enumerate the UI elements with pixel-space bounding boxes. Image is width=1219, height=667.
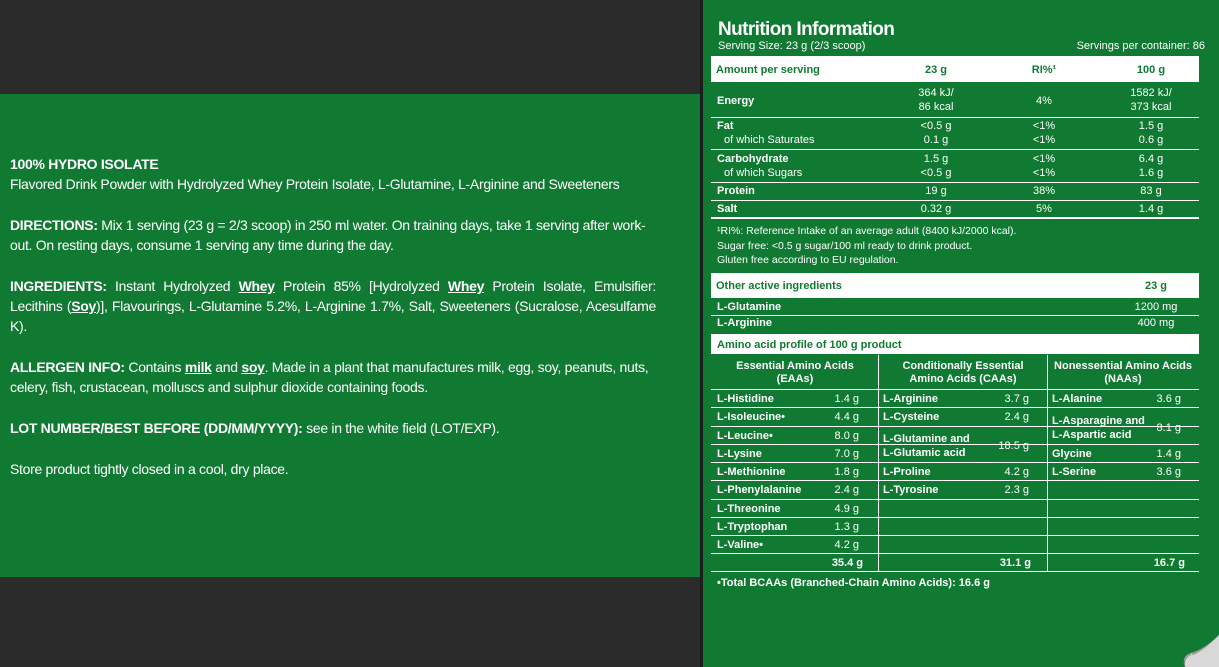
ingredient-name: L-Glutamine	[717, 301, 782, 313]
eaa-value: 4.9 g	[834, 503, 859, 515]
row-label: Protein	[717, 185, 755, 197]
row-value: 364 kJ/	[918, 87, 954, 99]
naa-name: L-Alanine	[1052, 393, 1103, 405]
naa-value: 1.4 g	[1156, 448, 1181, 460]
row-value: 1.5 g	[1138, 120, 1164, 132]
ingredient-value: 1200 mg	[1134, 301, 1178, 313]
nutrition-notes	[717, 224, 1016, 268]
row-divider	[711, 407, 1199, 408]
eaa-header-line: (EAAs)	[776, 373, 814, 385]
row-value: 373 kcal	[1130, 101, 1172, 113]
row-value: 86 kcal	[918, 101, 954, 113]
ingredients-part: Protein Isolate, Emulsifier: Lecithins (	[10, 278, 656, 314]
product-name: 100% HYDRO ISOLATE	[10, 156, 159, 172]
directions-text: Mix 1 serving (23 g = 2/3 scoop) in 250 ml water. On training days, take 1 serving after work-out. On resting days, consume 1 serving any time during the day.	[10, 217, 646, 253]
row-value: 0.6 g	[1138, 134, 1164, 146]
row-ri: 4%	[1036, 95, 1052, 107]
eaa-name: L-Phenylalanine	[717, 484, 802, 496]
row-ri: <1%	[1032, 120, 1056, 132]
header-per-100g: 100 g	[1136, 64, 1166, 76]
table-row-saturates	[711, 134, 1199, 148]
eaa-value: 4.4 g	[834, 411, 859, 423]
eaa-header-line: Essential Amino Acids	[736, 360, 854, 372]
caa-name: L-Proline	[883, 466, 931, 478]
other-active-label: Other active ingredients	[716, 280, 842, 292]
amino-title: Amino acid profile of 100 g product	[717, 339, 902, 351]
lot-label: LOT NUMBER/BEST BEFORE (DD/MM/YYYY):	[10, 420, 303, 436]
row-ri: <1%	[1032, 134, 1056, 146]
amino-header-bar	[711, 334, 1199, 354]
naa-header	[1048, 360, 1198, 386]
allergen-label: ALLERGEN INFO:	[10, 359, 125, 375]
table-row-protein	[711, 185, 1199, 199]
row-value: <0.5 g	[920, 167, 952, 179]
row-ri: <1%	[1032, 167, 1056, 179]
row-divider	[711, 553, 1199, 554]
row-divider	[711, 571, 1199, 572]
eaa-name: L-Isoleucine•	[717, 411, 786, 423]
naa-total: 16.7 g	[1153, 557, 1185, 569]
eaa-value: 1.8 g	[834, 466, 859, 478]
row-value: 0.32 g	[920, 203, 952, 215]
allergen-milk: milk	[184, 359, 212, 375]
naa-name: L-Serine	[1052, 466, 1097, 478]
row-label: Carbohydrate	[717, 153, 789, 165]
header-ri: RI%¹	[1031, 64, 1057, 76]
caa-name: L-Glutamine and	[883, 433, 970, 445]
eaa-total: 35.4 g	[831, 557, 863, 569]
row-value: 1.4 g	[1138, 203, 1164, 215]
row-divider	[711, 200, 1199, 201]
row-value: 0.1 g	[923, 134, 949, 146]
row-label: Fat	[717, 120, 734, 132]
label-text-panel	[0, 94, 700, 577]
eaa-value: 8.0 g	[834, 430, 859, 442]
caa-name: L-Arginine	[883, 393, 938, 405]
allergen-part: . Made in a plant that manufactures milk, egg, soy, peanuts, nuts, celery, fish, crustacean, molluscs and sulphur dioxide containing foods.	[10, 359, 649, 395]
row-divider	[711, 499, 1199, 500]
column-divider	[1047, 355, 1048, 571]
row-value: 6.4 g	[1138, 153, 1164, 165]
row-divider	[711, 480, 1199, 481]
header-per-serving: 23 g	[924, 64, 947, 76]
naa-name: Glycine	[1052, 448, 1092, 460]
row-divider	[711, 389, 1199, 390]
caa-value: 3.7 g	[1004, 393, 1029, 405]
row-divider	[711, 149, 1199, 150]
row-divider	[711, 462, 1199, 463]
note-sugar-free: Sugar free: <0.5 g sugar/100 ml ready to drink product.	[717, 239, 973, 252]
row-ri: 38%	[1032, 185, 1056, 197]
row-value: 1.6 g	[1138, 167, 1164, 179]
table-row-sugars	[711, 167, 1199, 181]
allergen-soy: soy	[241, 359, 265, 375]
row-label: Salt	[717, 203, 738, 215]
eaa-value: 1.4 g	[834, 393, 859, 405]
allergen-part: and	[215, 359, 238, 375]
caa-header-line: Amino Acids (CAAs)	[909, 373, 1017, 385]
eaa-value: 1.3 g	[834, 521, 859, 533]
row-divider	[711, 535, 1199, 536]
naa-value: 8.1 g	[1156, 422, 1181, 434]
allergen-part: Contains	[128, 359, 182, 375]
eaa-name: L-Methionine	[717, 466, 786, 478]
eaa-name: L-Tryptophan	[717, 521, 788, 533]
caa-total: 31.1 g	[999, 557, 1031, 569]
eaa-name: L-Leucine•	[717, 430, 773, 442]
caa-value: 2.4 g	[1004, 411, 1029, 423]
table-row-fat	[711, 120, 1199, 134]
naa-header-line: Nonessential Amino Acids	[1054, 360, 1192, 372]
caa-value: 4.2 g	[1004, 466, 1029, 478]
nutrition-title: Nutrition Information	[718, 19, 895, 40]
bcaa-note: •Total BCAAs (Branched-Chain Amino Acids): 16.6 g	[717, 577, 990, 589]
row-label: of which Saturates	[724, 134, 815, 146]
row-ri: <1%	[1032, 153, 1056, 165]
eaa-value: 2.4 g	[834, 484, 859, 496]
row-divider	[711, 217, 1199, 219]
other-active-header-bar	[711, 273, 1199, 298]
allergen-whey: Whey	[447, 278, 485, 294]
ingredients-label: INGREDIENTS:	[10, 278, 107, 294]
row-value: 1.5 g	[923, 153, 949, 165]
ingredients-part: Instant Hydrolyzed	[115, 278, 231, 294]
allergen-soy: Soy	[71, 298, 97, 314]
eaa-name: L-Lysine	[717, 448, 762, 460]
eaa-value: 4.2 g	[834, 539, 859, 551]
naa-name: L-Aspartic acid	[1052, 429, 1132, 441]
row-divider	[711, 315, 1199, 316]
table-row-carbohydrate	[711, 153, 1199, 167]
naa-value: 3.6 g	[1156, 466, 1181, 478]
row-divider	[711, 182, 1199, 183]
allergen-whey: Whey	[238, 278, 275, 294]
product-description: Flavored Drink Powder with Hydrolyzed Whey Protein Isolate, L-Glutamine, L-Arginine and Sweeteners	[10, 176, 620, 192]
caa-name: L-Cysteine	[883, 411, 940, 423]
eaa-value: 7.0 g	[834, 448, 859, 460]
ingredient-value: 400 mg	[1137, 317, 1175, 329]
row-value: 83 g	[1140, 185, 1162, 197]
note-gluten-free: Gluten free according to EU regulation.	[717, 254, 899, 266]
row-divider	[711, 517, 1199, 518]
table-row-salt	[711, 203, 1199, 217]
naa-name: L-Asparagine and	[1052, 415, 1145, 427]
ingredients-paragraph	[10, 276, 656, 336]
serving-size: Serving Size: 23 g (2/3 scoop)	[718, 40, 866, 52]
bottom-dark-band	[0, 577, 700, 667]
note-ri: ¹RI%: Reference Intake of an average adult (8400 kJ/2000 kcal).	[717, 225, 1017, 237]
eaa-name: L-Histidine	[717, 393, 774, 405]
eaa-header	[715, 360, 875, 386]
column-divider	[878, 355, 879, 571]
ingredient-name: L-Arginine	[717, 317, 772, 329]
header-amount-per-serving: Amount per serving	[716, 64, 820, 76]
storage-text: Store product tightly closed in a cool, dry place.	[10, 461, 289, 477]
row-value: 1582 kJ/	[1130, 87, 1172, 99]
directions-label: DIRECTIONS:	[10, 217, 98, 233]
caa-header	[881, 360, 1045, 386]
other-active-col: 23 g	[1144, 280, 1167, 292]
row-label: of which Sugars	[724, 167, 803, 179]
caa-name: L-Tyrosine	[883, 484, 939, 496]
caa-value: 18.5 g	[998, 440, 1029, 452]
lot-text: see in the white field (LOT/EXP).	[306, 420, 500, 436]
ingredients-part: )], Flavourings, L-Glutamine 5.2%, L-Arginine 1.7%, Salt, Sweeteners (Sucralose, Acesulfame K).	[10, 298, 656, 334]
top-dark-band	[0, 0, 700, 94]
row-divider	[711, 117, 1199, 118]
table-row-energy	[711, 87, 1199, 115]
row-value: <0.5 g	[920, 120, 952, 132]
eaa-name: L-Threonine	[717, 503, 781, 515]
ingredients-part: Protein 85% [Hydrolyzed	[283, 278, 440, 294]
nutrition-panel	[703, 0, 1219, 667]
row-ri: 5%	[1036, 203, 1052, 215]
caa-header-line: Conditionally Essential	[902, 360, 1024, 372]
naa-value: 3.6 g	[1156, 393, 1181, 405]
row-label: Energy	[717, 95, 755, 107]
naa-header-line: (NAAs)	[1104, 373, 1142, 385]
eaa-name: L-Valine•	[717, 539, 764, 551]
row-value: 19 g	[925, 185, 947, 197]
page-curl-icon	[1179, 635, 1219, 667]
caa-value: 2.3 g	[1004, 484, 1029, 496]
servings-per-container: Servings per container: 86	[1076, 40, 1205, 52]
caa-name: L-Glutamic acid	[883, 447, 966, 459]
nutrition-header-bar	[711, 56, 1199, 82]
product-info-text	[10, 154, 656, 500]
